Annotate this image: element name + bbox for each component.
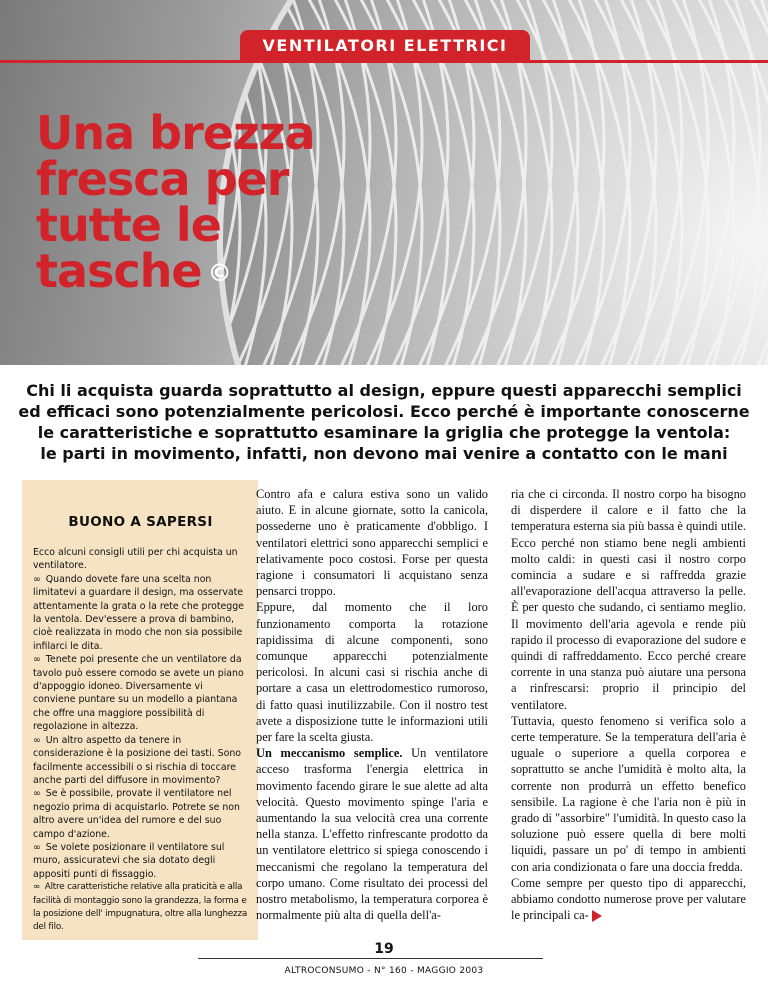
sidebar-tip-3 xyxy=(33,734,248,788)
deck-line-2: ed efficaci sono potenzialmente pericolosi. Ecco perché è importante conoscerne xyxy=(18,402,750,421)
title-line-1: Una brezza xyxy=(36,106,315,160)
header-rule xyxy=(0,60,768,63)
body-text: Come sempre per questo tipo di apparecchi, abbiamo condotto numerose prove per valutare le principali ca- xyxy=(511,875,746,923)
infinity-bullet-icon: ∞ xyxy=(33,654,41,666)
title-line-4 xyxy=(36,244,346,298)
tips-sidebar xyxy=(22,480,258,940)
tip-text: Un altro aspetto da tenere in considerazione è la posizione dei tasti. Sono facilmente accessibili o si rischia di toccare anche parti del diffusore in movimento? xyxy=(33,734,242,786)
body-column-2 xyxy=(511,486,746,923)
body-paragraph xyxy=(256,745,488,923)
tip-text: Quando dovete fare una scelta non limitatevi a guardare il design, ma osservate attentamente la grata o la rete che protegge la ventola. Dev'essere a prova di bambino, cioè realizzata in modo che non sia possibile infilarci le dita. xyxy=(33,573,244,652)
sidebar-tip-2 xyxy=(33,653,248,733)
footer-credit: ALTROCONSUMO - N° 160 - MAGGIO 2003 xyxy=(284,966,484,976)
sidebar-intro: Ecco alcuni consigli utili per chi acquista un ventilatore. xyxy=(33,547,238,572)
hero-photo xyxy=(0,0,768,365)
subhead-run-in: Un meccanismo semplice. xyxy=(256,746,403,761)
tip-text: Tenete poi presente che un ventilatore da tavolo può essere comodo se avete un piano d'appoggio idoneo. Diversamente vi conviene puntare su un modello a piantana che offre una maggiore possibilità di regolazione in altezza. xyxy=(33,654,244,733)
body-column-1 xyxy=(256,486,488,923)
body-paragraph: Tuttavia, questo fenomeno si verifica solo a certe temperature. Se la temperatura dell'aria è uguale o superiore a quella corporea e soprattutto se anche l'umidità è molto alta, la corrente non produrrà un effetto benefico sensibile. La ragione è che l'aria non è più in grado di "assorbire" l'umidità. In questo caso la soluzione può essere quella di bere molti liquidi, passare un po' di tempo in ambienti con aria condizionata o fare una doccia fredda. xyxy=(511,713,746,874)
tip-text: Altre caratteristiche relative alla praticità e alla facilità di montaggio sono la grandezza, la forma e la posizione dell' impugnatura, oltre alla lunghezza del filo. xyxy=(33,882,248,933)
deck-line-1: Chi li acquista guarda soprattutto al design, eppure questi apparecchi semplici xyxy=(26,381,742,400)
sidebar-tip-5 xyxy=(33,841,248,881)
footer-rule xyxy=(198,958,543,959)
title-line-2: fresca per xyxy=(36,152,289,206)
section-label: VENTILATORI ELETTRICI xyxy=(262,36,508,55)
sidebar-tip-6 xyxy=(33,881,248,935)
tip-text: Se volete posizionare il ventilatore sul muro, assicuratevi che sia dotato degli appositi punti di fissaggio. xyxy=(33,841,225,880)
sidebar-tip-4 xyxy=(33,787,248,841)
article-title xyxy=(36,106,346,298)
body-paragraph: Contro afa e calura estiva sono un valido aiuto. E in alcune giornate, sotto la canicola, possederne uno è praticamente d'obbligo. I ventilatori elettrici sono apparecchi semplici e relativamente poco costosi. Forse per questa ragione i consumatori li acquistano senza pensarci troppo. xyxy=(256,487,488,599)
title-line-4-text: tasche xyxy=(36,244,202,298)
infinity-bullet-icon: ∞ xyxy=(33,882,41,893)
infinity-bullet-icon: ∞ xyxy=(33,788,41,800)
continue-arrow-icon xyxy=(592,910,602,922)
title-line-3: tutte le xyxy=(36,198,221,252)
infinity-bullet-icon: ∞ xyxy=(33,734,41,746)
body-text: Un ventilatore acceso trasforma l'energia elettrica in movimento facendo girare le sue alette ad alta velocità. Questo movimento spinge l'aria e aumentando la sua velocità crea una corrente nella stanza. L'effetto rinfrescante prodotto da un ventilatore elettrico si spiega conoscendo i meccanismi che regolano la temperatura del corpo umano. Come risultato dei processi del nostro metabolismo, la temperatura corporea è normalmente più alta di quella dell'a- xyxy=(256,746,488,923)
copyright-mark: © xyxy=(207,259,231,287)
sidebar-title: BUONO A SAPERSI xyxy=(68,514,213,530)
deck-line-3: le caratteristiche e soprattutto esaminare la griglia che protegge la ventola: xyxy=(37,423,731,442)
body-paragraph: ria che ci circonda. Il nostro corpo ha bisogno di disperdere il calore e il fatto che la temperatura esterna sia più bassa è quindi utile. Ecco perché non stiamo bene negli ambienti molto caldi: in questi casi il nostro corpo comincia a sudare e si raffredda grazie all'evaporazione dell'acqua attraverso la pelle. È per questo che sudando, ci sentiamo meglio. Il movimento dell'aria agevola e rende più rapido il processo di evaporazione del sudore e quindi di raffreddamento. Ecco perché creare corrente in una stanza può aiutare una persona a rinfrescarsi: proprio il principio del ventilatore. xyxy=(511,487,746,712)
body-paragraph xyxy=(511,875,746,924)
sidebar-tip-1 xyxy=(33,573,248,653)
article-deck xyxy=(0,380,768,464)
infinity-bullet-icon: ∞ xyxy=(33,841,41,853)
body-paragraph: Eppure, dal momento che il loro funzionamento comporta la rotazione rapidissima di alcune componenti, sono comunque apparecchi potenzialmente pericolosi. In alcuni casi si rischia anche di portare a casa un elettrodomestico rumoroso, di fatto quasi inutilizzabile. Con il nostro test avete a disposizione tutte le informazioni utili per fare la scelta giusta. xyxy=(256,600,488,745)
deck-line-4: le parti in movimento, infatti, non devono mai venire a contatto con le mani xyxy=(40,444,728,463)
page-number: 19 xyxy=(374,941,394,957)
tip-text: Se è possibile, provate il ventilatore nel negozio prima di acquistarlo. Potrete se non altro avere un'idea del rumore e del suo campo d'azione. xyxy=(33,788,240,840)
infinity-bullet-icon: ∞ xyxy=(33,573,41,585)
